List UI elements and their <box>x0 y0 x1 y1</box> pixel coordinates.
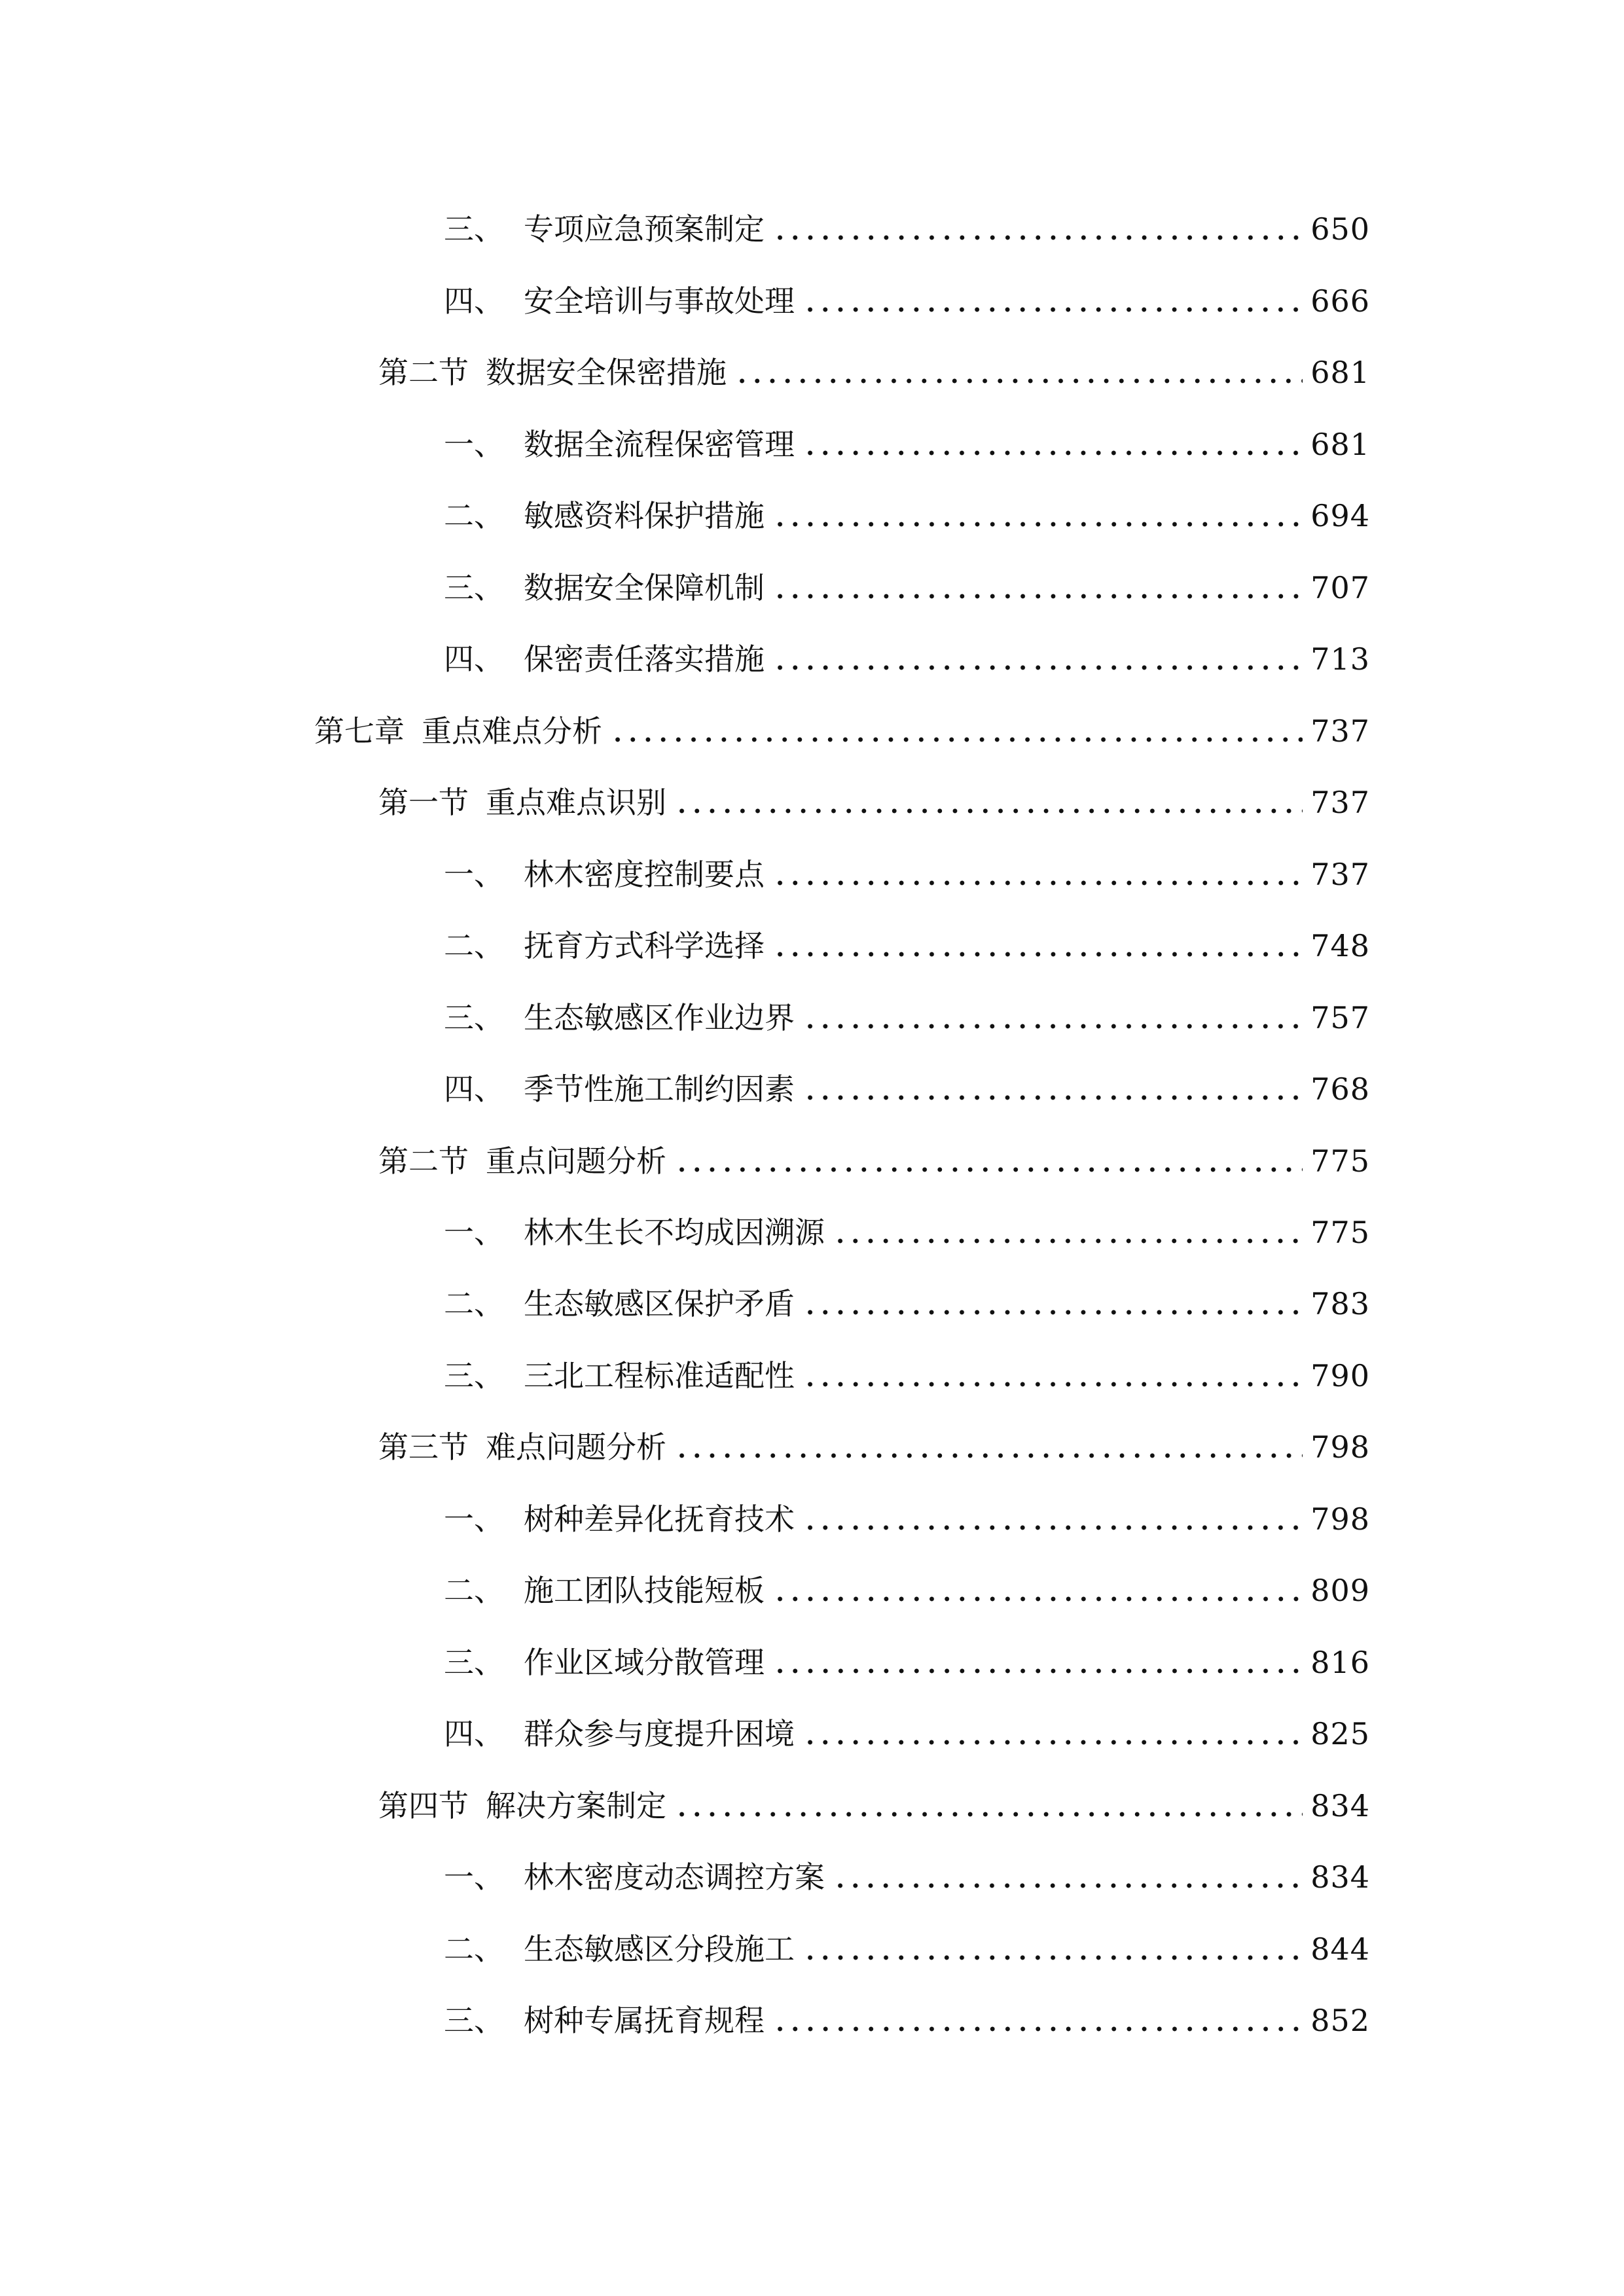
toc-entry[interactable] <box>378 1410 1370 1465</box>
toc-entry-title: 三北工程标准适配性 <box>524 1358 795 1393</box>
toc-entry-number: 二、 <box>444 1931 504 1967</box>
toc-entry[interactable] <box>444 192 1370 247</box>
toc-entry-title: 难点问题分析 <box>486 1429 666 1465</box>
toc-entry-page: 650 <box>1310 211 1370 247</box>
toc-entry[interactable] <box>444 1553 1370 1608</box>
toc-entry-number: 四、 <box>444 1716 504 1751</box>
toc-entry-title: 生态敏感区保护矛盾 <box>524 1286 795 1321</box>
toc-entry-page: 737 <box>1310 857 1370 892</box>
toc-dot-leader <box>803 1310 1303 1315</box>
toc-entry-page: 737 <box>1310 785 1370 820</box>
toc-dot-leader <box>833 1238 1303 1244</box>
toc-entry-page: 748 <box>1310 928 1370 963</box>
toc-dot-leader <box>772 594 1303 599</box>
toc-dot-leader <box>803 1740 1303 1745</box>
toc-entry-page: 681 <box>1310 427 1370 462</box>
toc-entry[interactable] <box>444 980 1370 1033</box>
toc-entry-number: 第四节 <box>378 1788 469 1823</box>
toc-entry-page: 768 <box>1310 1071 1370 1107</box>
toc-entry-title: 施工团队技能短板 <box>524 1573 765 1608</box>
toc-entry-number: 一、 <box>444 1859 504 1895</box>
toc-entry-page: 844 <box>1310 1931 1370 1967</box>
toc-entry-title: 生态敏感区分段施工 <box>524 1931 795 1967</box>
toc-entry[interactable] <box>444 1912 1370 1967</box>
toc-dot-leader <box>772 522 1303 527</box>
toc-entry[interactable] <box>378 765 1370 820</box>
toc-entry-number: 四、 <box>444 641 504 677</box>
toc-entry-page: 737 <box>1310 713 1370 749</box>
toc-entry-title: 敏感资料保护措施 <box>524 498 765 533</box>
toc-entry-title: 群众参与度提升困境 <box>524 1716 795 1751</box>
toc-entry-title: 抚育方式科学选择 <box>524 928 765 963</box>
toc-dot-leader <box>803 307 1303 312</box>
toc-dot-leader <box>833 1883 1303 1888</box>
toc-dot-leader <box>772 880 1303 886</box>
toc-entry-title: 林木密度控制要点 <box>524 857 765 892</box>
toc-entry-title: 林木密度动态调控方案 <box>524 1859 825 1895</box>
toc-entry-number: 一、 <box>444 1215 504 1250</box>
toc-entry-title: 专项应急预案制定 <box>524 211 765 247</box>
toc-entry[interactable] <box>444 908 1370 961</box>
toc-entry-number: 第七章 <box>314 713 405 749</box>
toc-entry[interactable] <box>378 1124 1370 1179</box>
toc-entry-number: 一、 <box>444 857 504 892</box>
toc-entry[interactable] <box>444 1983 1370 2036</box>
toc-entry-page: 790 <box>1310 1358 1370 1393</box>
toc-entry-title: 重点难点识别 <box>486 785 666 820</box>
toc-entry-number: 一、 <box>444 427 504 462</box>
toc-entry-title: 数据安全保密措施 <box>486 355 727 390</box>
toc-entry-title: 数据安全保障机制 <box>524 570 765 605</box>
toc-dot-leader <box>803 1955 1303 1960</box>
toc-entry[interactable] <box>444 407 1370 462</box>
toc-dot-leader <box>772 235 1303 240</box>
toc-entry-number: 二、 <box>444 1573 504 1608</box>
toc-entry-page: 834 <box>1310 1788 1370 1823</box>
toc-entry[interactable] <box>444 1625 1370 1680</box>
toc-entry-title: 保密责任落实措施 <box>524 641 765 677</box>
toc-entry-page: 834 <box>1310 1859 1370 1895</box>
toc-entry[interactable] <box>378 335 1370 390</box>
toc-entry-title: 作业区域分散管理 <box>524 1645 765 1680</box>
toc-dot-leader <box>803 1382 1303 1387</box>
toc-entry[interactable] <box>444 1266 1370 1319</box>
toc-dot-leader <box>803 1024 1303 1029</box>
toc-entry-number: 三、 <box>444 570 504 605</box>
toc-entry-page: 757 <box>1310 1000 1370 1035</box>
toc-entry-title: 重点问题分析 <box>486 1143 666 1179</box>
toc-entry[interactable] <box>444 1338 1370 1391</box>
toc-entry-page: 809 <box>1310 1573 1370 1608</box>
toc-entry-page: 694 <box>1310 498 1370 533</box>
toc-entry[interactable] <box>314 694 1370 749</box>
toc-dot-leader <box>772 952 1303 957</box>
toc-entry[interactable] <box>444 1840 1370 1895</box>
toc-dot-leader <box>674 1812 1303 1817</box>
toc-entry[interactable] <box>444 1482 1370 1537</box>
toc-entry[interactable] <box>444 837 1370 892</box>
toc-entry-title: 生态敏感区作业边界 <box>524 1000 795 1035</box>
toc-dot-leader <box>803 1525 1303 1530</box>
toc-entry[interactable] <box>444 622 1370 677</box>
toc-dot-leader <box>610 737 1303 742</box>
toc-entry[interactable] <box>444 478 1370 531</box>
toc-entry-page: 666 <box>1310 283 1370 319</box>
toc-entry-number: 一、 <box>444 1501 504 1537</box>
toc-entry[interactable] <box>444 1696 1370 1749</box>
toc-entry-number: 二、 <box>444 498 504 533</box>
toc-entry-number: 三、 <box>444 2003 504 2038</box>
toc-entry-page: 798 <box>1310 1501 1370 1537</box>
toc-entry-number: 三、 <box>444 1000 504 1035</box>
toc-entry-number: 二、 <box>444 1286 504 1321</box>
toc-entry-page: 798 <box>1310 1429 1370 1465</box>
toc-entry-title: 重点难点分析 <box>422 713 602 749</box>
toc-dot-leader <box>772 1668 1303 1674</box>
toc-entry-number: 四、 <box>444 283 504 319</box>
toc-dot-leader <box>734 378 1303 384</box>
toc-entry-page: 783 <box>1310 1286 1370 1321</box>
toc-dot-leader <box>803 1095 1303 1100</box>
toc-entry-title: 安全培训与事故处理 <box>524 283 795 319</box>
toc-entry-number: 四、 <box>444 1071 504 1107</box>
toc-dot-leader <box>674 808 1303 814</box>
toc-dot-leader <box>772 665 1303 670</box>
toc-entry-page: 775 <box>1310 1215 1370 1250</box>
toc-dot-leader <box>772 1596 1303 1602</box>
toc-entry[interactable] <box>444 1195 1370 1250</box>
toc-dot-leader <box>803 450 1303 456</box>
toc-entry-number: 第二节 <box>378 1143 469 1179</box>
toc-entry-title: 树种差异化抚育技术 <box>524 1501 795 1537</box>
toc-entry-page: 816 <box>1310 1645 1370 1680</box>
toc-dot-leader <box>674 1453 1303 1458</box>
toc-entry-page: 707 <box>1310 570 1370 605</box>
toc-entry-number: 二、 <box>444 928 504 963</box>
toc-entry-page: 775 <box>1310 1143 1370 1179</box>
toc-dot-leader <box>674 1167 1303 1172</box>
toc-entry-number: 第一节 <box>378 785 469 820</box>
toc-entry[interactable] <box>444 1052 1370 1107</box>
toc-entry-title: 树种专属抚育规程 <box>524 2003 765 2038</box>
toc-entry-number: 三、 <box>444 1645 504 1680</box>
toc-entry-number: 三、 <box>444 1358 504 1393</box>
toc-entry[interactable] <box>444 264 1370 319</box>
toc-dot-leader <box>772 2026 1303 2032</box>
toc-entry-title: 季节性施工制约因素 <box>524 1071 795 1107</box>
toc-entry[interactable] <box>378 1768 1370 1821</box>
toc-entry-title: 林木生长不均成因溯源 <box>524 1215 825 1250</box>
toc-entry-title: 解决方案制定 <box>486 1788 666 1823</box>
toc-entry-number: 第二节 <box>378 355 469 390</box>
toc-entry[interactable] <box>444 550 1370 603</box>
toc-entry-number: 第三节 <box>378 1429 469 1465</box>
toc-entry-number: 三、 <box>444 211 504 247</box>
toc-entry-page: 852 <box>1310 2003 1370 2038</box>
toc-entry-page: 825 <box>1310 1716 1370 1751</box>
toc-entry-title: 数据全流程保密管理 <box>524 427 795 462</box>
toc-entry-page: 681 <box>1310 355 1370 390</box>
toc-entry-page: 713 <box>1310 641 1370 677</box>
